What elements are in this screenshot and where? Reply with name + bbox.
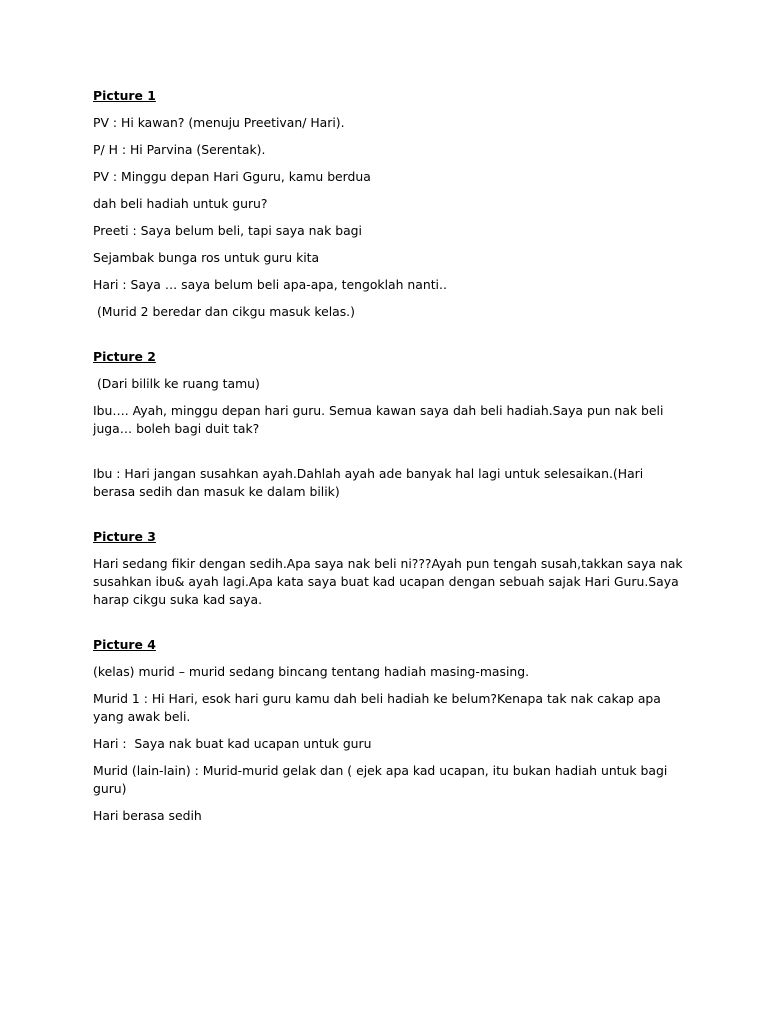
stage-direction: (kelas) murid – murid sedang bincang tentang hadiah masing-masing. <box>93 664 530 679</box>
dialogue-line: P/ H : Hi Parvina (Serentak). <box>93 142 266 157</box>
narration-paragraph: Hari sedang fikir dengan sedih.Apa saya nak beli ni???Ayah pun tengah susah,takkan saya nak susahkan ibu& ayah lagi.Apa kata saya buat kad ucapan dengan sebuah sajak Hari Guru.Saya harap cikgu suka kad saya. <box>93 556 687 607</box>
section-spacer <box>93 618 683 636</box>
section-spacer <box>93 510 683 528</box>
section-heading-picture-3: Picture 3 <box>93 529 156 544</box>
dialogue-line: PV : Hi kawan? (menuju Preetivan/ Hari). <box>93 115 345 130</box>
section-heading-picture-4: Picture 4 <box>93 637 156 652</box>
dialogue-line: Hari : Saya nak buat kad ucapan untuk guru <box>93 736 372 751</box>
dialogue-line: Murid 1 : Hi Hari, esok hari guru kamu dah beli hadiah ke belum?Kenapa tak nak cakap apa yang awak beli. <box>93 691 665 724</box>
narration-line: Hari berasa sedih <box>93 808 202 823</box>
dialogue-line: Hari : Saya … saya belum beli apa-apa, tengoklah nanti.. <box>93 277 447 292</box>
stage-direction: (Murid 2 beredar dan cikgu masuk kelas.) <box>93 304 355 319</box>
section-heading-picture-2: Picture 2 <box>93 349 156 364</box>
dialogue-line: PV : Minggu depan Hari Gguru, kamu berdua <box>93 169 371 184</box>
dialogue-line: Sejambak bunga ros untuk guru kita <box>93 250 320 265</box>
section-spacer <box>93 330 683 348</box>
dialogue-line: Preeti : Saya belum beli, tapi saya nak bagi <box>93 223 362 238</box>
section-heading-picture-1: Picture 1 <box>93 88 156 103</box>
document-page <box>93 87 687 834</box>
dialogue-line: dah beli hadiah untuk guru? <box>93 196 268 211</box>
paragraph-spacer <box>93 447 683 465</box>
dialogue-line: Ibu : Hari jangan susahkan ayah.Dahlah ayah ade banyak hal lagi untuk selesaikan.(Hari berasa sedih dan masuk ke dalam bilik) <box>93 466 648 499</box>
stage-direction: (Dari bililk ke ruang tamu) <box>93 376 260 391</box>
dialogue-line: Murid (lain-lain) : Murid-murid gelak dan ( ejek apa kad ucapan, itu bukan hadiah untuk bagi guru) <box>93 763 672 796</box>
dialogue-line: Ibu…. Ayah, minggu depan hari guru. Semua kawan saya dah beli hadiah.Saya pun nak beli juga… boleh bagi duit tak? <box>93 403 668 436</box>
